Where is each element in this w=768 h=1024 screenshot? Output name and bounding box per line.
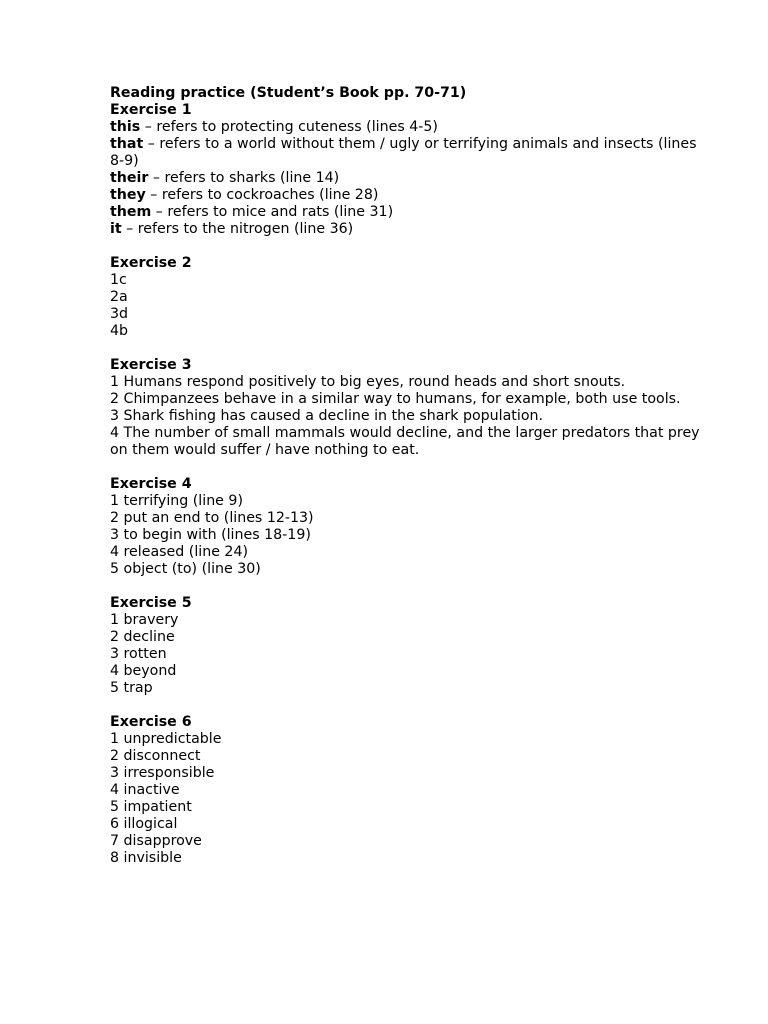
- exercise-2-item: 3d: [110, 306, 129, 322]
- exercise-3-item: 3 Shark fishing has caused a decline in the shark population.: [110, 408, 543, 424]
- exercise-5-item: 3 rotten: [110, 646, 167, 662]
- exercise-6-item: 6 illogical: [110, 816, 178, 832]
- exercise-6-item: 7 disapprove: [110, 833, 202, 849]
- exercise-6-item: 8 invisible: [110, 850, 182, 866]
- exercise-5-item: 5 trap: [110, 680, 153, 696]
- reference-word: that: [110, 136, 144, 152]
- exercise-1-item: [110, 170, 710, 187]
- exercise-4-section: [110, 476, 710, 578]
- exercise-6-item: 5 impatient: [110, 799, 192, 815]
- reference-word: they: [110, 187, 146, 203]
- page-title: Reading practice (Student’s Book pp. 70-71): [110, 85, 467, 101]
- exercise-4-item: 5 object (to) (line 30): [110, 561, 261, 577]
- exercise-5-item: 2 decline: [110, 629, 175, 645]
- exercise-1-item: [110, 119, 710, 136]
- reference-word: them: [110, 204, 152, 220]
- exercise-1-section: [110, 85, 710, 238]
- exercise-1-item: [110, 136, 710, 170]
- exercise-1-item: [110, 187, 710, 204]
- exercise-2-heading: Exercise 2: [110, 255, 192, 271]
- exercise-5-item: 4 beyond: [110, 663, 177, 679]
- reference-word: it: [110, 221, 122, 237]
- exercise-4-item: 3 to begin with (lines 18-19): [110, 527, 311, 543]
- exercise-4-item: 2 put an end to (lines 12-13): [110, 510, 314, 526]
- exercise-5-section: [110, 595, 710, 697]
- reference-word: this: [110, 119, 141, 135]
- exercise-6-heading: Exercise 6: [110, 714, 192, 730]
- exercise-4-item: 4 released (line 24): [110, 544, 249, 560]
- exercise-6-item: 3 irresponsible: [110, 765, 215, 781]
- reference-word: their: [110, 170, 149, 186]
- exercise-3-item: 1 Humans respond positively to big eyes, round heads and short snouts.: [110, 374, 626, 390]
- exercise-6-item: 2 disconnect: [110, 748, 201, 764]
- reference-explanation: – refers to mice and rats (line 31): [151, 204, 394, 220]
- exercise-1-heading: Exercise 1: [110, 102, 192, 118]
- exercise-6-section: [110, 714, 710, 867]
- answer-key-page: [110, 85, 710, 867]
- exercise-5-heading: Exercise 5: [110, 595, 192, 611]
- exercise-1-item: [110, 221, 710, 238]
- exercise-3-section: [110, 357, 710, 459]
- exercise-4-item: 1 terrifying (line 9): [110, 493, 243, 509]
- reference-explanation: – refers to protecting cuteness (lines 4-5): [140, 119, 438, 135]
- exercise-2-item: 4b: [110, 323, 129, 339]
- reference-explanation: – refers to sharks (line 14): [148, 170, 340, 186]
- exercise-2-item: 2a: [110, 289, 128, 305]
- exercise-6-item: 4 inactive: [110, 782, 180, 798]
- exercise-3-item: 2 Chimpanzees behave in a similar way to humans, for example, both use tools.: [110, 391, 681, 407]
- exercise-3-heading: Exercise 3: [110, 357, 192, 373]
- reference-explanation: – refers to cockroaches (line 28): [145, 187, 379, 203]
- reference-explanation: – refers to a world without them / ugly or terrifying animals and insects (lines 8-9): [110, 136, 702, 169]
- exercise-5-item: 1 bravery: [110, 612, 179, 628]
- exercise-6-item: 1 unpredictable: [110, 731, 222, 747]
- reference-explanation: – refers to the nitrogen (line 36): [121, 221, 354, 237]
- exercise-2-section: [110, 255, 710, 340]
- exercise-3-item: 4 The number of small mammals would decline, and the larger predators that prey on them would suffer / have nothing to eat.: [110, 425, 705, 458]
- exercise-4-heading: Exercise 4: [110, 476, 192, 492]
- exercise-1-item: [110, 204, 710, 221]
- exercise-2-item: 1c: [110, 272, 127, 288]
